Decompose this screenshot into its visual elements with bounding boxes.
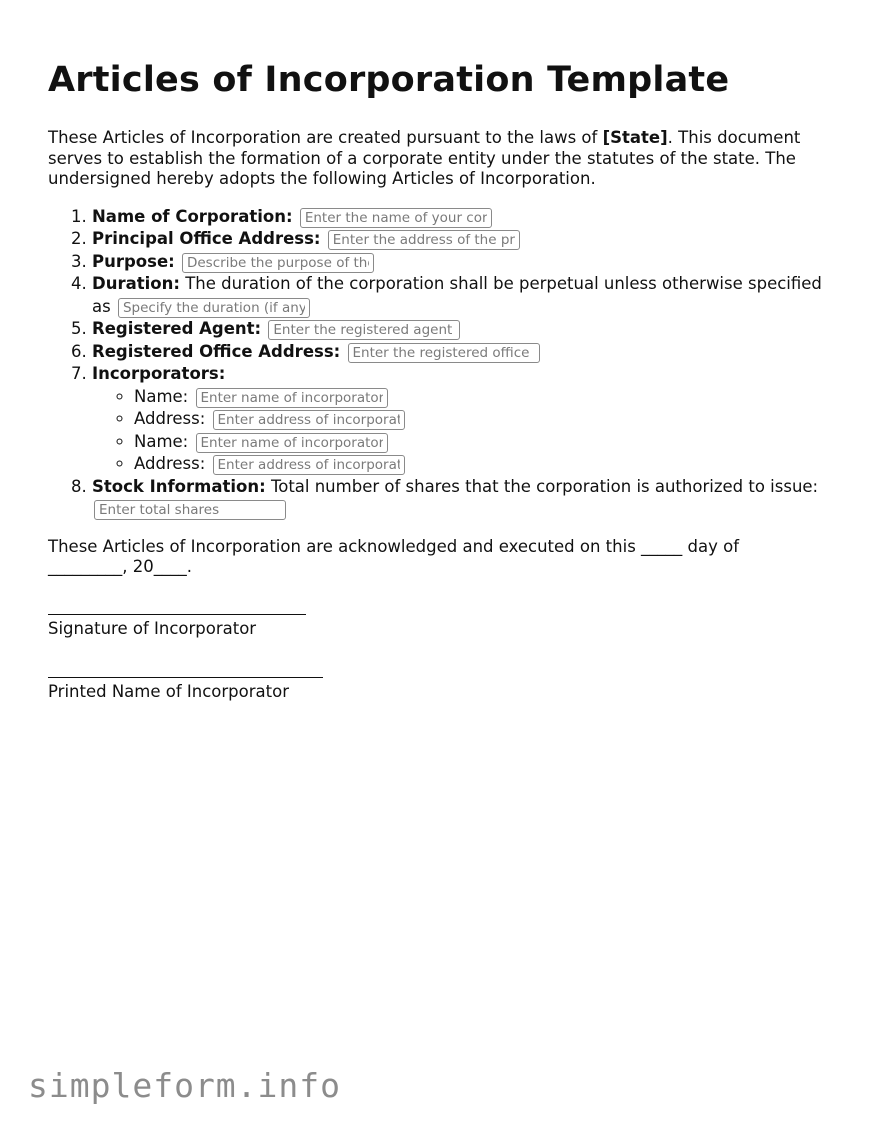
intro-text-after: . This document serves to establish the formation of a corporate entity under the statutes of the state. The undersigned hereby adopts the following Articles of Incorporation. bbox=[48, 128, 801, 188]
incorporators-label: Incorporators: bbox=[92, 364, 226, 383]
corporation-name-label: Name of Corporation: bbox=[92, 206, 293, 226]
state-placeholder: [State] bbox=[602, 128, 668, 147]
principal-office-input[interactable] bbox=[328, 230, 520, 250]
registered-agent-input[interactable] bbox=[268, 320, 460, 340]
printed-name-line[interactable] bbox=[48, 677, 323, 678]
duration-input[interactable] bbox=[118, 298, 310, 318]
signature-line[interactable] bbox=[48, 614, 306, 615]
intro-paragraph bbox=[48, 128, 838, 190]
incorporator-1-address bbox=[134, 408, 838, 431]
article-name bbox=[92, 206, 838, 229]
incorporator-2-address bbox=[134, 453, 838, 476]
incorporator-address-label: Address: bbox=[134, 454, 206, 473]
signature-block bbox=[48, 614, 838, 639]
registered-office-label: Registered Office Address: bbox=[92, 341, 341, 361]
printed-name-label: Printed Name of Incorporator bbox=[48, 681, 289, 701]
duration-text: The duration of the corporation shall be perpetual unless otherwise specified as bbox=[92, 274, 822, 316]
total-shares-input[interactable] bbox=[94, 500, 286, 520]
incorporator-1-name bbox=[134, 386, 838, 409]
article-purpose bbox=[92, 251, 838, 274]
principal-office-label: Principal Office Address: bbox=[92, 229, 321, 248]
incorporator-name-label: Name: bbox=[134, 431, 189, 451]
article-principal-office bbox=[92, 228, 838, 251]
execution-statement: These Articles of Incorporation are acknowledged and executed on this _____ day of _________, 20____. bbox=[48, 536, 740, 576]
article-duration bbox=[92, 273, 838, 318]
intro-text-before: These Articles of Incorporation are created pursuant to the laws of bbox=[48, 128, 603, 147]
stock-information-label: Stock Information: bbox=[92, 476, 266, 496]
incorporator-2-name-input[interactable] bbox=[196, 433, 388, 453]
incorporator-2-name bbox=[134, 431, 838, 454]
incorporator-address-label: Address: bbox=[134, 409, 206, 428]
registered-agent-label: Registered Agent: bbox=[92, 319, 262, 338]
article-registered-agent bbox=[92, 318, 838, 341]
purpose-input[interactable] bbox=[182, 253, 374, 273]
document-page bbox=[48, 56, 838, 702]
duration-label: Duration: bbox=[92, 274, 180, 293]
incorporator-name-label: Name: bbox=[134, 386, 189, 406]
signature-label: Signature of Incorporator bbox=[48, 618, 257, 638]
printed-name-block bbox=[48, 677, 838, 702]
article-incorporators bbox=[92, 363, 838, 476]
incorporators-list bbox=[92, 386, 838, 476]
registered-office-input[interactable] bbox=[348, 343, 540, 363]
incorporator-2-address-input[interactable] bbox=[213, 455, 405, 475]
document-title: Articles of Incorporation Template bbox=[48, 60, 730, 100]
incorporator-1-address-input[interactable] bbox=[213, 410, 405, 430]
stock-information-text: Total number of shares that the corporation is authorized to issue: bbox=[265, 476, 819, 496]
articles-list bbox=[48, 206, 838, 521]
purpose-label: Purpose: bbox=[92, 251, 175, 271]
incorporator-1-name-input[interactable] bbox=[196, 388, 388, 408]
article-stock-information bbox=[92, 476, 838, 521]
article-registered-office bbox=[92, 341, 838, 364]
watermark-logo: simpleform.info bbox=[28, 1066, 342, 1105]
corporation-name-input[interactable] bbox=[300, 208, 492, 228]
